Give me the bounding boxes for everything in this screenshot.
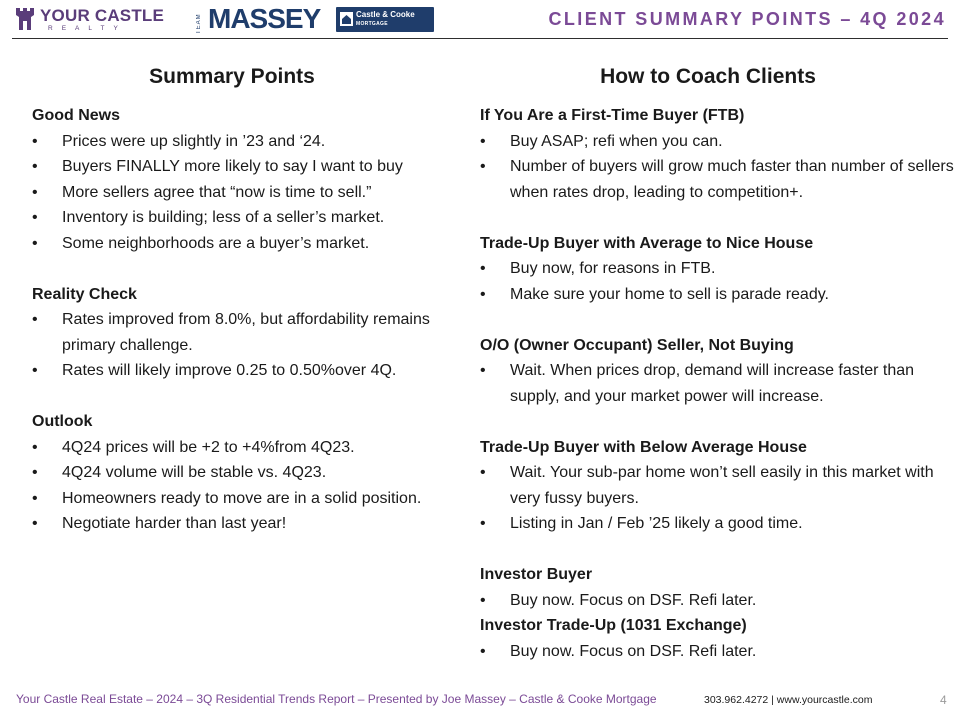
- section-reality-check: [32, 282, 442, 384]
- team-name: MASSEY: [208, 3, 321, 34]
- section-title: Trade-Up Buyer with Average to Nice House: [480, 234, 814, 252]
- partner-subtitle: MORTGAGE: [356, 21, 388, 27]
- bullet-list: [480, 256, 956, 307]
- summary-heading: Summary Points: [149, 65, 315, 88]
- bullet-item: • Rates will likely improve 0.25 to 0.50%over 4Q.: [32, 358, 442, 384]
- bullet-item: • Rates improved from 8.0%, but affordability remains primary challenge.: [32, 307, 442, 358]
- section-title: Outlook: [32, 413, 93, 430]
- section-investor-trade-up: [480, 613, 956, 664]
- bullet-list: [480, 639, 956, 665]
- house-icon: [340, 12, 353, 26]
- section-title: If You Are a First-Time Buyer (FTB): [480, 107, 745, 124]
- coaching-column: [480, 62, 956, 664]
- bullet-item: • Some neighborhoods are a buyer’s market.: [32, 231, 442, 257]
- partner-name: Castle & Cooke: [356, 10, 415, 19]
- bullet-item: • Listing in Jan / Feb ’25 likely a good time.: [480, 511, 956, 537]
- footer-contact: 303.962.4272 | www.yourcastle.com: [704, 694, 873, 706]
- summary-points-column: [32, 62, 442, 537]
- bullet-item: • Homeowners ready to move are in a solid position.: [32, 486, 442, 512]
- page-number: 4: [940, 693, 947, 707]
- bullet-item: • Inventory is building; less of a seller’s market.: [32, 205, 442, 231]
- section-trade-up-nice-house: [480, 231, 956, 308]
- bullet-list: [480, 460, 956, 537]
- bullet-list: [480, 358, 956, 409]
- section-trade-up-below-average: [480, 435, 956, 537]
- team-label: TEAM: [196, 13, 202, 34]
- section-outlook: [32, 409, 442, 537]
- bullet-item: • 4Q24 volume will be stable vs. 4Q23.: [32, 460, 442, 486]
- section-title: Investor Buyer: [480, 566, 593, 583]
- bullet-list: [32, 129, 442, 257]
- castle-cooke-badge: [336, 7, 434, 32]
- coach-heading: How to Coach Clients: [600, 65, 816, 88]
- slide-title: CLIENT SUMMARY POINTS – 4Q 2024: [548, 9, 946, 29]
- section-title: Investor Trade-Up (1031 Exchange): [480, 617, 747, 634]
- bullet-list: [480, 129, 956, 206]
- bullet-item: • Wait. When prices drop, demand will increase faster than supply, and your market power will increase.: [480, 358, 956, 409]
- bullet-list: [32, 435, 442, 537]
- bullet-item: • Buy ASAP; refi when you can.: [480, 129, 956, 155]
- bullet-item: • 4Q24 prices will be +2 to +4%from 4Q23.: [32, 435, 442, 461]
- castle-tower-icon: [14, 6, 36, 32]
- bullet-item: • Prices were up slightly in ’23 and ‘24.: [32, 129, 442, 155]
- your-castle-logo: [14, 4, 164, 34]
- bullet-item: • More sellers agree that “now is time to sell.”: [32, 180, 442, 206]
- section-title: Trade-Up Buyer with Below Average House: [480, 438, 807, 456]
- bullet-list: [32, 307, 442, 384]
- team-massey-logo: [196, 4, 436, 34]
- section-title: O/O (Owner Occupant) Seller, Not Buying: [480, 336, 794, 354]
- section-title: Reality Check: [32, 285, 137, 303]
- section-title: Good News: [32, 107, 121, 124]
- slide-header: [0, 0, 960, 40]
- header-divider: [12, 38, 948, 39]
- brand-subtitle: REALTY: [48, 25, 127, 32]
- section-owner-occupant-seller: [480, 333, 956, 410]
- bullet-item: • Buyers FINALLY more likely to say I want to buy: [32, 154, 442, 180]
- bullet-item: • Negotiate harder than last year!: [32, 511, 442, 537]
- bullet-item: • Wait. Your sub-par home won’t sell easily in this market with very fussy buyers.: [480, 460, 956, 511]
- bullet-item: • Buy now. Focus on DSF. Refi later.: [480, 588, 956, 614]
- bullet-item: • Number of buyers will grow much faster than number of sellers when rates drop, leading to competition+.: [480, 154, 956, 205]
- bullet-item: • Buy now. Focus on DSF. Refi later.: [480, 639, 956, 665]
- section-first-time-buyer: [480, 103, 956, 205]
- bullet-list: [480, 588, 956, 614]
- section-good-news: [32, 103, 442, 256]
- section-investor-buyer: [480, 562, 956, 613]
- footer-report-title: Your Castle Real Estate – 2024 – 3Q Residential Trends Report – Presented by Joe Massey – Castle & Cooke Mortgage: [16, 692, 657, 706]
- bullet-item: • Make sure your home to sell is parade ready.: [480, 282, 956, 308]
- brand-name: YOUR CASTLE: [40, 6, 165, 25]
- slide-footer: [0, 688, 960, 712]
- bullet-item: • Buy now, for reasons in FTB.: [480, 256, 956, 282]
